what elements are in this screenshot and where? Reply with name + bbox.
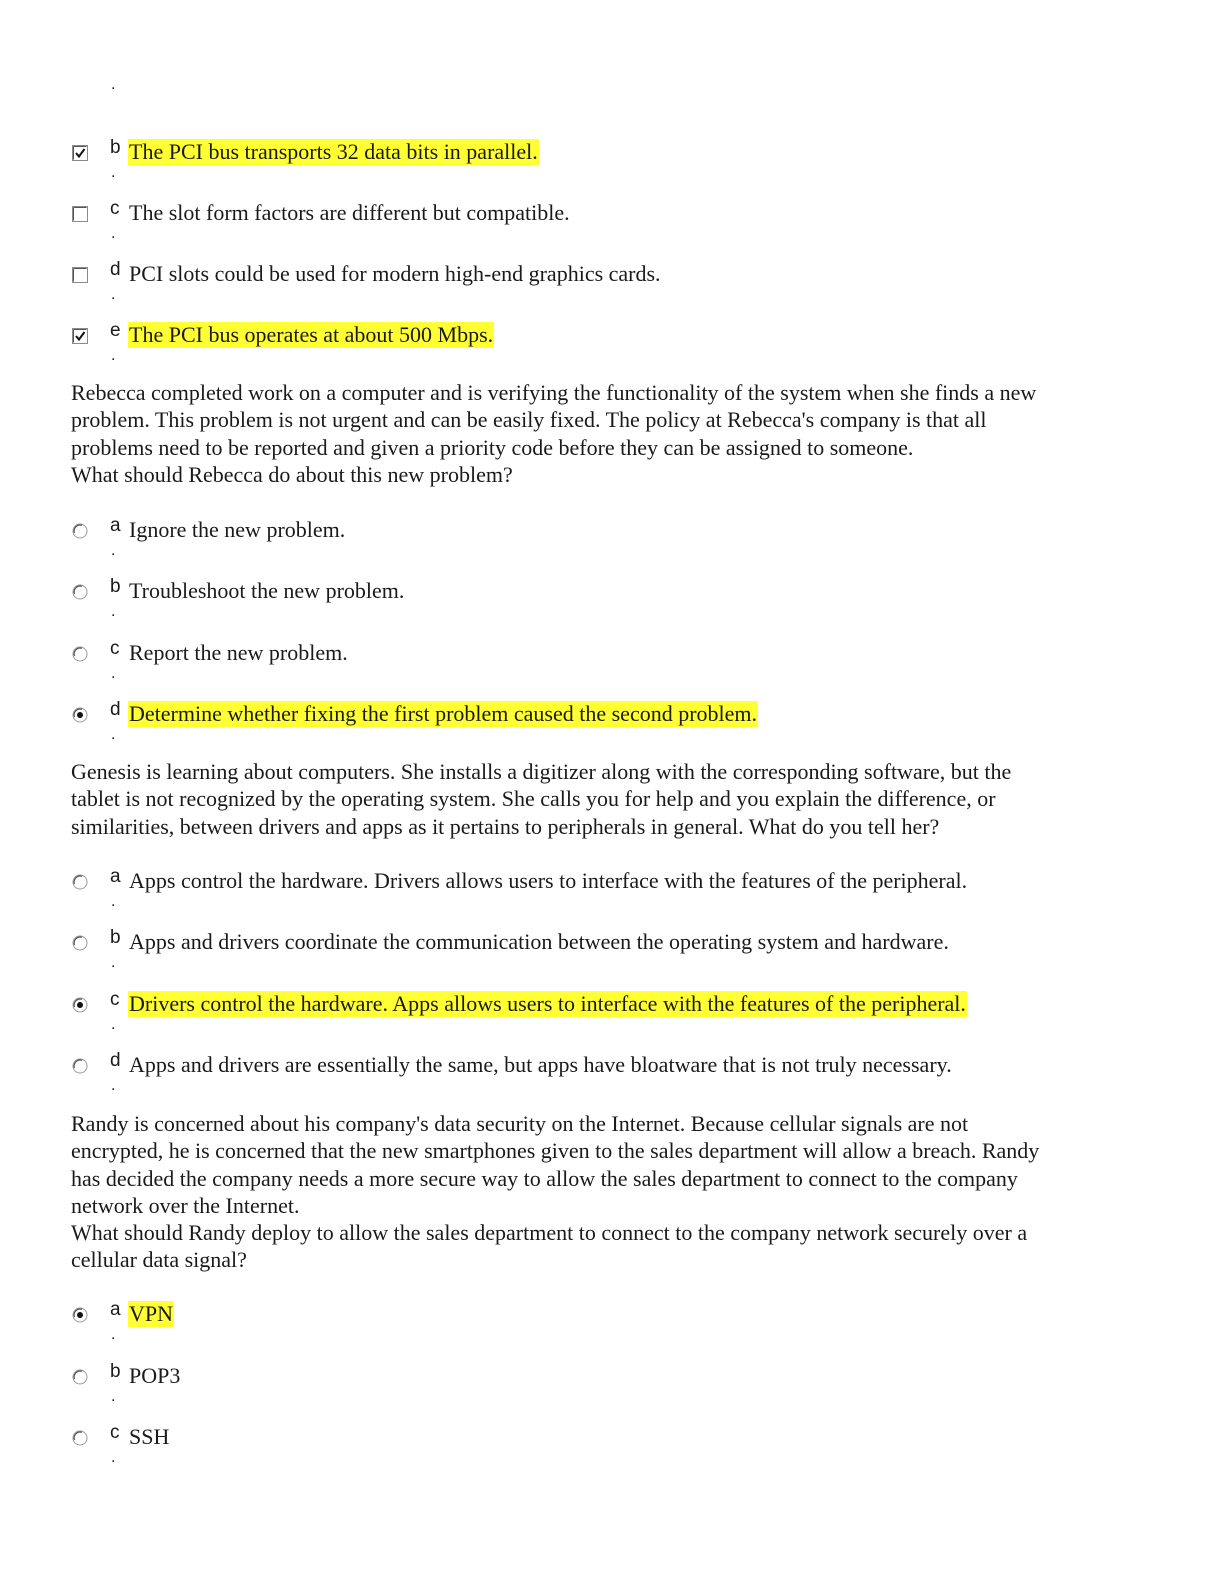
radio-icon[interactable] [72, 874, 88, 890]
option-letter: e [110, 320, 121, 341]
option-letter: c [110, 989, 120, 1010]
question-line: Randy is concerned about his company's data security on the Internet. Because cellular signals are not [71, 1111, 969, 1136]
option-text: SSH [129, 1424, 170, 1449]
option-text: Apps control the hardware. Drivers allows users to interface with the features of the peripheral. [129, 868, 968, 893]
radio-icon[interactable] [72, 584, 88, 600]
separator-dot: . [111, 347, 116, 364]
radio-icon[interactable] [72, 935, 88, 951]
separator-dot: . [111, 1077, 116, 1094]
option-text: PCI slots could be used for modern high-end graphics cards. [129, 261, 661, 286]
option-text: Ignore the new problem. [129, 517, 346, 542]
question-4-prompt [71, 1110, 1151, 1274]
question-line: has decided the company needs a more secure way to allow the sales department to connect to the company [71, 1165, 1018, 1191]
option-text: The PCI bus operates at about 500 Mbps. [129, 322, 494, 347]
radio-selected-icon[interactable] [72, 1307, 88, 1323]
radio-selected-icon[interactable] [72, 997, 88, 1013]
separator-dot: . [111, 603, 116, 620]
question-line: similarities, between drivers and apps as it pertains to peripherals in general. What do you tell her? [71, 813, 940, 839]
option-text: The PCI bus transports 32 data bits in parallel. [129, 139, 538, 164]
separator-dot: . [111, 1449, 116, 1466]
radio-selected-icon[interactable] [72, 707, 88, 723]
option-letter: d [110, 1050, 121, 1071]
option-text: Apps and drivers are essentially the same, but apps have bloatware that is not truly necessary. [129, 1052, 952, 1077]
option-text: Report the new problem. [129, 640, 348, 665]
checkbox-icon[interactable] [72, 267, 88, 283]
option-text: Determine whether fixing the first problem caused the second problem. [129, 701, 758, 726]
option-letter: c [110, 1422, 120, 1443]
radio-icon[interactable] [72, 523, 88, 539]
option-letter: c [110, 198, 120, 219]
separator-dot: . [111, 76, 116, 93]
separator-dot: . [111, 164, 116, 181]
question-line: Rebecca completed work on a computer and is verifying the functionality of the system when she finds a new [71, 380, 1037, 405]
separator-dot: . [111, 225, 116, 242]
separator-dot: . [111, 286, 116, 303]
option-text: Apps and drivers coordinate the communication between the operating system and hardware. [129, 929, 949, 954]
checkbox-icon[interactable] [72, 206, 88, 222]
checkbox-checked-icon[interactable] [72, 328, 88, 344]
separator-dot: . [111, 1388, 116, 1405]
question-line: encrypted, he is concerned that the new smartphones given to the sales department will allow a breach. Randy [71, 1138, 1040, 1164]
option-text: The slot form factors are different but compatible. [129, 200, 570, 225]
radio-icon[interactable] [72, 1369, 88, 1385]
option-text: POP3 [129, 1363, 181, 1388]
question-line: cellular data signal? [71, 1247, 247, 1273]
option-letter: a [110, 515, 121, 536]
checkbox-checked-icon[interactable] [72, 145, 88, 161]
radio-icon[interactable] [72, 646, 88, 662]
separator-dot: . [111, 542, 116, 559]
option-letter: a [110, 1299, 121, 1320]
question-line: What should Randy deploy to allow the sales department to connect to the company network securely over a [71, 1220, 1028, 1246]
option-letter: b [110, 1361, 121, 1382]
option-letter: b [110, 137, 121, 158]
question-2-prompt [71, 379, 1151, 488]
question-line: problems need to be reported and given a priority code before they can be assigned to someone. [71, 434, 914, 460]
separator-dot: . [111, 1016, 116, 1033]
option-letter: a [110, 866, 121, 887]
option-letter: d [110, 259, 121, 280]
question-line: problem. This problem is not urgent and can be easily fixed. The policy at Rebecca's company is that all [71, 407, 987, 433]
separator-dot: . [111, 1326, 116, 1343]
separator-dot: . [111, 954, 116, 971]
question-line: What should Rebecca do about this new problem? [71, 461, 513, 487]
option-letter: c [110, 638, 120, 659]
question-line: tablet is not recognized by the operating system. She calls you for help and you explain the difference, or [71, 786, 996, 812]
separator-dot: . [111, 726, 116, 743]
option-letter: b [110, 927, 121, 948]
separator-dot: . [111, 893, 116, 910]
radio-icon[interactable] [72, 1430, 88, 1446]
question-3-prompt [71, 758, 1151, 840]
radio-icon[interactable] [72, 1058, 88, 1074]
option-text: VPN [129, 1301, 174, 1326]
separator-dot: . [111, 665, 116, 682]
question-line: Genesis is learning about computers. She installs a digitizer along with the corresponding software, but the [71, 759, 1012, 784]
option-letter: b [110, 576, 121, 597]
question-line: network over the Internet. [71, 1192, 300, 1218]
option-text: Troubleshoot the new problem. [129, 578, 405, 603]
option-text: Drivers control the hardware. Apps allows users to interface with the features of the peripheral. [129, 991, 966, 1016]
option-letter: d [110, 699, 121, 720]
